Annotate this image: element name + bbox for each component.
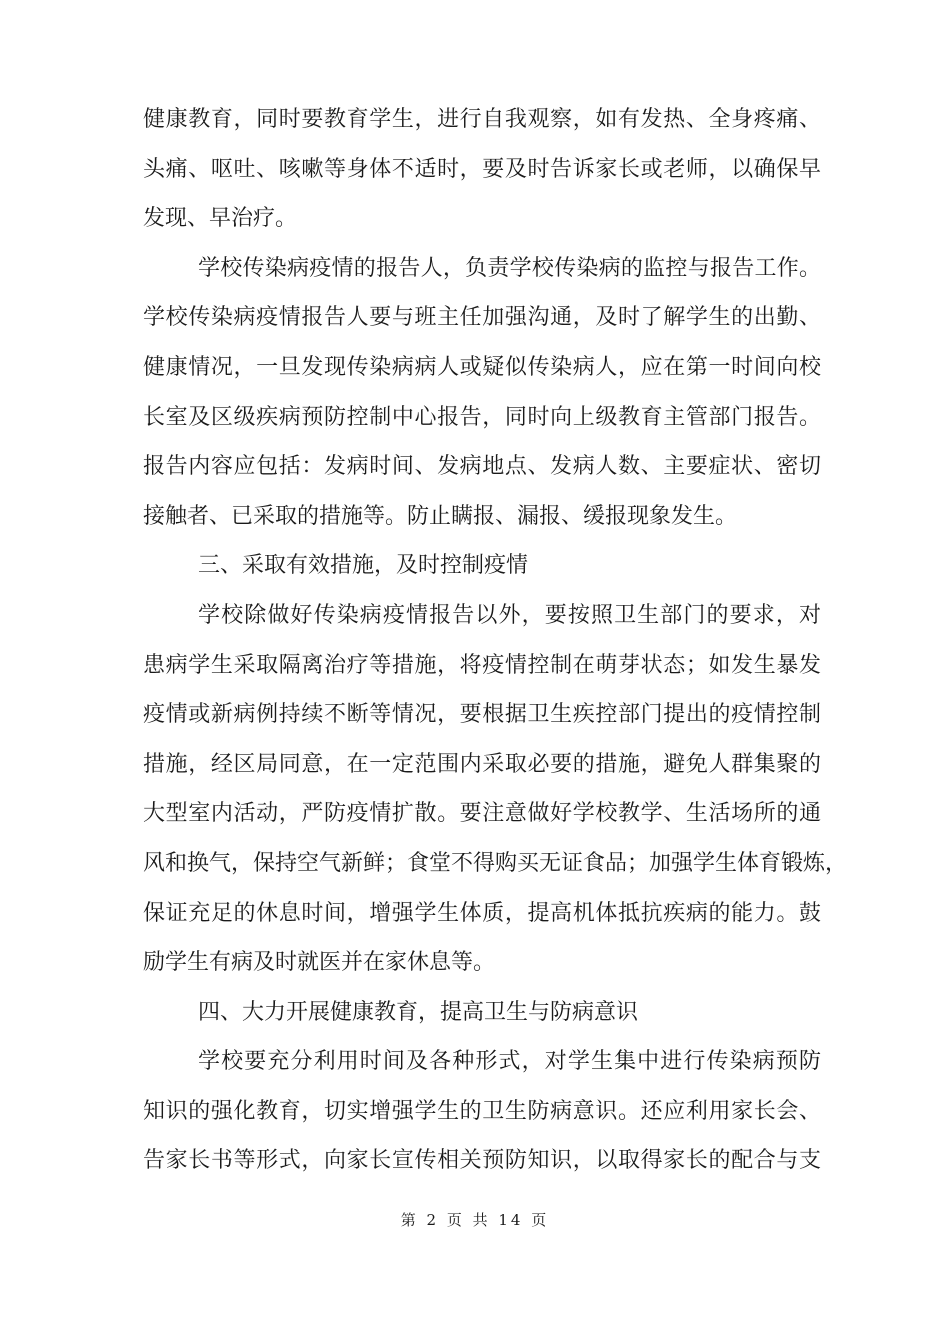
text-line: 风和换气，保持空气新鲜；食堂不得购买无证食品；加强学生体育锻炼，	[143, 850, 848, 876]
document-body	[143, 95, 848, 1186]
text-line: 知识的强化教育，切实增强学生的卫生防病意识。还应利用家长会、	[143, 1098, 821, 1124]
text-line: 措施，经区局同意，在一定范围内采取必要的措施，避免人群集聚的	[143, 751, 821, 777]
text-line: 四、大力开展健康教育，提高卫生与防病意识	[198, 999, 639, 1025]
text-line: 学校除做好传染病疫情报告以外，要按照卫生部门的要求，对	[198, 602, 821, 628]
page-footer: 第 2 页 共 14 页	[400, 1211, 550, 1229]
text-line: 长室及区级疾病预防控制中心报告，同时向上级教育主管部门报告。	[143, 404, 821, 430]
text-line: 疫情或新病例持续不断等情况，要根据卫生疾控部门提出的疫情控制	[143, 702, 821, 728]
text-line: 健康教育，同时要教育学生，进行自我观察，如有发热、全身疼痛、	[143, 107, 821, 132]
text-line: 发现、早治疗。	[143, 206, 298, 232]
text-line: 接触者、已采取的措施等。防止瞒报、漏报、缓报现象发生。	[143, 503, 738, 529]
text-line: 健康情况，一旦发现传染病病人或疑似传染病人，应在第一时间向校	[143, 354, 821, 380]
text-line: 三、采取有效措施，及时控制疫情	[198, 553, 529, 579]
text-line: 学校要充分利用时间及各种形式，对学生集中进行传染病预防	[198, 1049, 821, 1075]
text-line: 大型室内活动，严防疫情扩散。要注意做好学校教学、生活场所的通	[143, 801, 821, 827]
text-line: 告家长书等形式，向家长宣传相关预防知识，以取得家长的配合与支	[143, 1148, 821, 1174]
text-line: 学校传染病疫情的报告人，负责学校传染病的监控与报告工作。	[198, 255, 821, 281]
text-line: 保证充足的休息时间，增强学生体质，提高机体抵抗疾病的能力。鼓	[143, 900, 821, 926]
text-line: 头痛、呕吐、咳嗽等身体不适时，要及时告诉家长或老师，以确保早	[143, 156, 821, 182]
text-line: 患病学生采取隔离治疗等措施，将疫情控制在萌芽状态；如发生暴发	[143, 652, 821, 678]
text-line: 学校传染病疫情报告人要与班主任加强沟通，及时了解学生的出勤、	[143, 305, 821, 331]
text-line: 报告内容应包括：发病时间、发病地点、发病人数、主要症状、密切	[143, 454, 821, 480]
text-line: 励学生有病及时就医并在家休息等。	[143, 950, 496, 976]
